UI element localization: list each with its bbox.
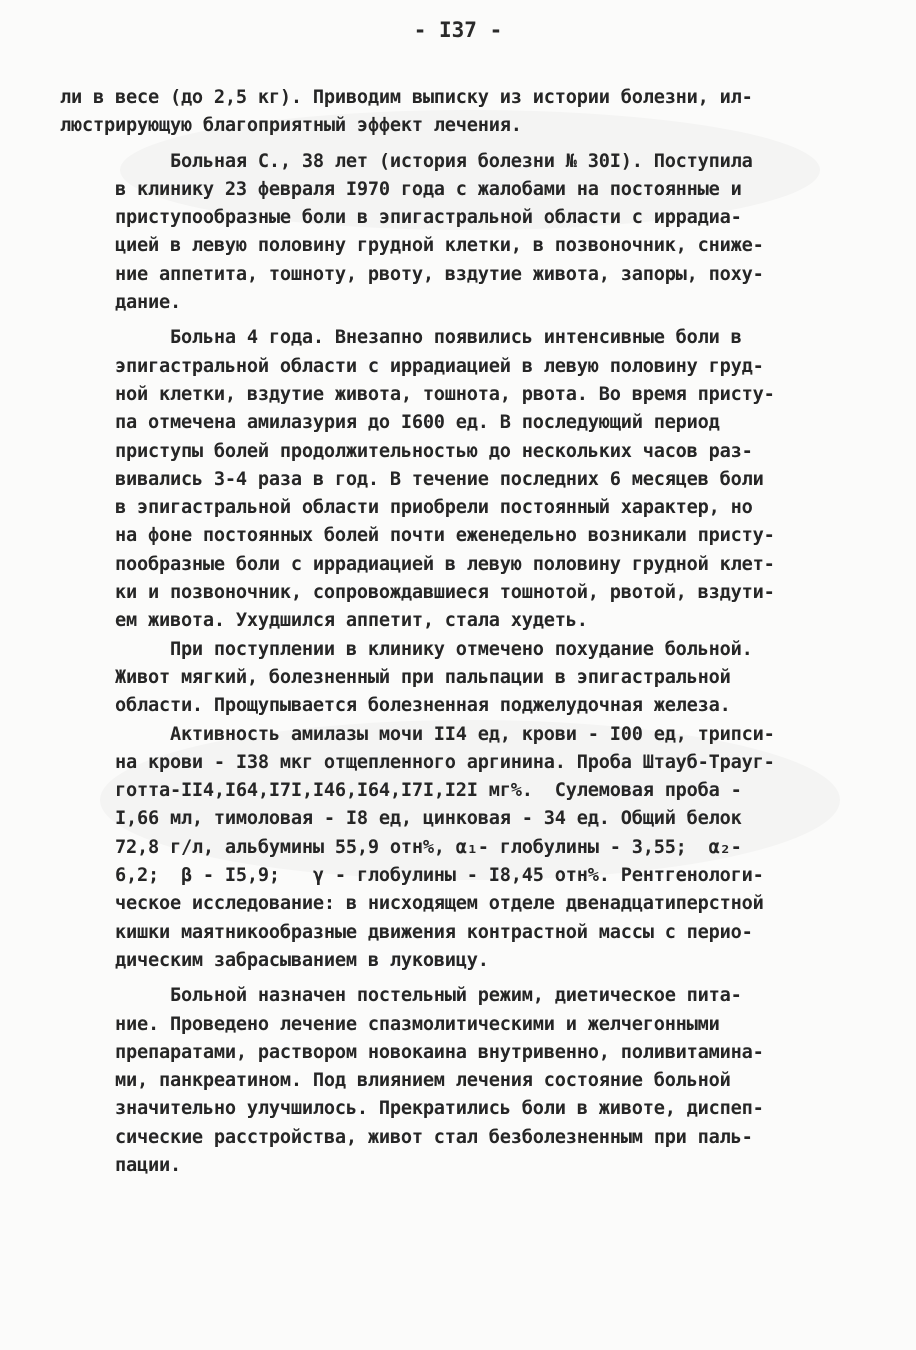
text-line: ние аппетита, тошноту, рвоту, вздутие живота, запоры, поху- (60, 263, 764, 285)
text-line: на фоне постоянных болей почти еженедельно возникали присту- (60, 525, 775, 547)
text-line: в клинику 23 февраля I970 года с жалобами на постоянные и (60, 178, 742, 200)
text-line: ли в весе (до 2,5 кг). Приводим выписку из истории болезни, ил- (60, 87, 753, 108)
text-line: ние. Проведено лечение спазмолитическими и желчегонными (60, 1013, 720, 1035)
text-line: При поступлении в клинику отмечено похудание больной. (60, 638, 753, 660)
text-line: дание. (60, 292, 181, 314)
text-line: значительно улучшилось. Прекратились боли в животе, диспеп- (60, 1098, 764, 1120)
text-line: Больна 4 года. Внезапно появились интенсивные боли в (60, 327, 742, 349)
document-body (60, 84, 850, 1180)
text-line: Активность амилазы мочи II4 ед, крови - I00 ед, трипси- (60, 723, 775, 745)
text-line: Больная С., 38 лет (история болезни № 30I). Поступила (60, 150, 753, 172)
text-line: готта-II4,I64,I7I,I46,I64,I7I,I2I мг%. Сулемовая проба - (60, 780, 742, 802)
text-line: ческое исследование: в нисходящем отделе двенадцатиперстной (60, 893, 764, 915)
text-line: ем живота. Ухудшился аппетит, стала худеть. (60, 610, 588, 632)
text-line: на крови - I38 мкг отщепленного аргинина. Проба Штауб-Трауг- (60, 751, 775, 773)
text-line: вивались 3-4 раза в год. В течение последних 6 месяцев боли (60, 468, 764, 490)
text-line: I,66 мл, тимоловая - I8 ед, цинковая - 34 ед. Общий белок (60, 808, 742, 830)
text-line: цией в левую половину грудной клетки, в позвоночник, сниже- (60, 235, 764, 257)
text-line: сические расстройства, живот стал безболезненным при паль- (60, 1126, 753, 1148)
page-number: - I37 - (413, 18, 503, 42)
paragraph (60, 324, 850, 975)
text-line: 72,8 г/л, альбумины 55,9 отн%, α₁- глобулины - 3,55; α₂- (60, 836, 742, 858)
text-line: в эпигастральной области приобрели постоянный характер, но (60, 497, 753, 519)
text-line: области. Прощупывается болезненная поджелудочная железа. (60, 695, 731, 717)
paragraph (60, 84, 850, 141)
text-line: приступообразные боли в эпигастральной области с иррадиа- (60, 207, 742, 229)
text-line: ной клетки, вздутие живота, тошнота, рвота. Во время присту- (60, 383, 775, 405)
text-line: Больной назначен постельный режим, диетическое пита- (60, 985, 742, 1007)
text-line: пации. (60, 1154, 181, 1176)
text-line: па отмечена амилазурия до I600 ед. В последующий период (60, 412, 720, 434)
text-line: препаратами, раствором новокаина внутривенно, поливитамина- (60, 1041, 764, 1063)
text-line: приступы болей продолжительностью до нескольких часов раз- (60, 440, 753, 462)
text-line: люстрирующую благоприятный эффект лечения. (60, 115, 522, 137)
text-line: Живот мягкий, болезненный при пальпации в эпигастральной (60, 666, 731, 688)
text-line: дическим забрасыванием в луковицу. (60, 949, 489, 971)
paragraph (60, 982, 850, 1180)
text-line: кишки маятникообразные движения контрастной массы с перио- (60, 921, 753, 943)
text-line: пообразные боли с иррадиацией в левую половину грудной клет- (60, 553, 775, 575)
text-line: 6,2; β - I5,9; γ - глобулины - I8,45 отн%. Рентгенологи- (60, 865, 764, 887)
paragraph (60, 148, 850, 318)
text-line: эпигастральной области с иррадиацией в левую половину груд- (60, 355, 764, 377)
text-line: ми, панкреатином. Под влиянием лечения состояние больной (60, 1070, 731, 1092)
text-line: ки и позвоночник, сопровождавшиеся тошнотой, рвотой, вздути- (60, 582, 775, 604)
